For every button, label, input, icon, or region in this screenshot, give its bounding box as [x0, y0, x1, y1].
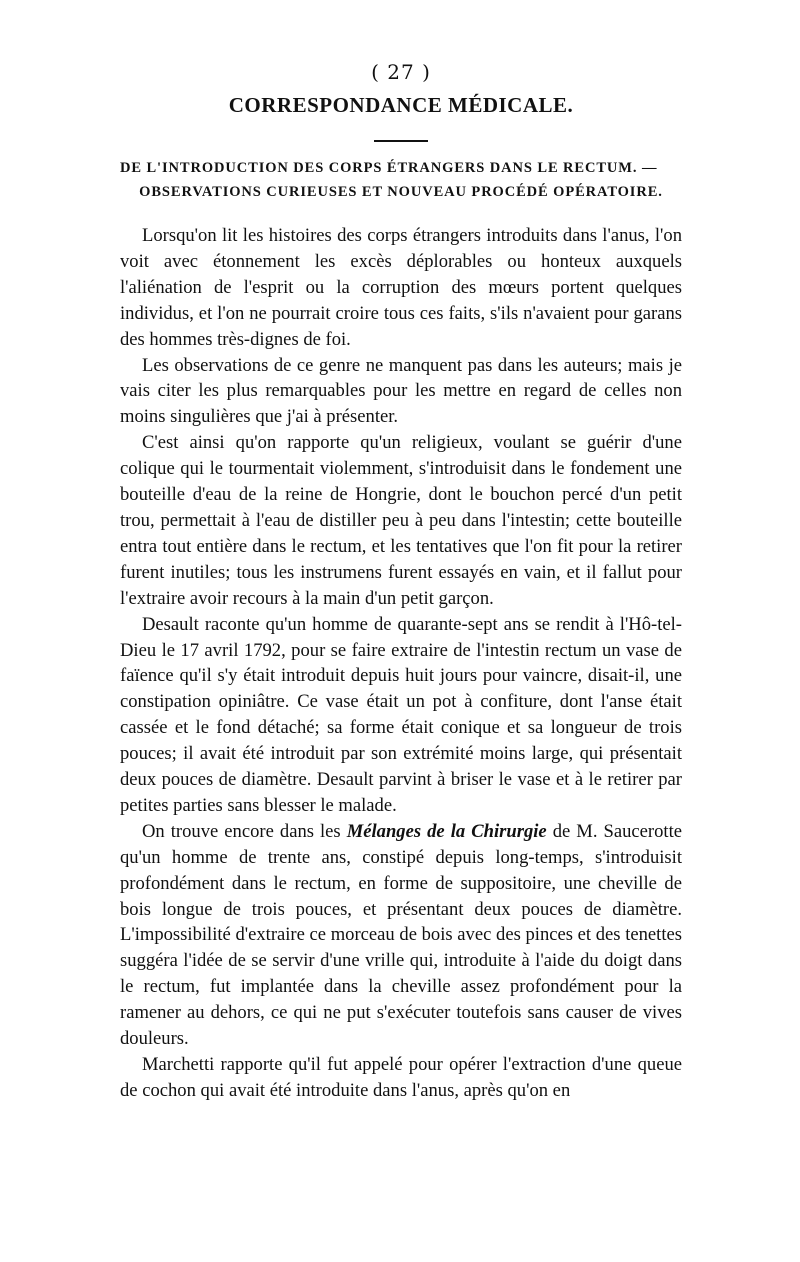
article-subtitle	[120, 156, 682, 204]
page-number: ( 27 )	[371, 60, 431, 84]
paragraph-4: Desault raconte qu'un homme de quarante-sept ans se rendit à l'Hô-tel-Dieu le 17 avril 1792, pour se faire extraire de l'intestin rectum un vase de faïence qu'il s'y était introduit depuis huit jours pour vaincre, disait-il, une constipation opiniâtre. Ce vase était un pot à confiture, dont l'anse était cassée et le fond détaché; sa forme était conique et sa longueur de trois pouces; il avait été introduit par son extrémité moins large, qui présentait deux pouces de diamètre. Desault parvint à briser le vase et à le retirer par petites parties sans blesser le malade.	[120, 613, 682, 816]
paragraph-3: C'est ainsi qu'on rapporte qu'un religieux, voulant se guérir d'une colique qui le tourmentait violemment, s'introduisit dans le fondement une bouteille d'eau de la reine de Hongrie, dont le bouchon percé d'un petit trou, permettait à l'eau de distiller peu à peu dans l'intestin; cette bouteille entra tout entière dans le rectum, et les tentatives que l'on fit pour la retirer furent inutiles; tous les instrumens furent essayés en vain, et il fallut pour l'extraire avoir recours à la main d'un petit garçon.	[120, 432, 682, 609]
paragraph-6: Marchetti rapporte qu'il fut appelé pour opérer l'extraction d'une queue de cochon qui avait été introduite dans l'anus, après qu'on en	[120, 1054, 682, 1101]
paragraph-5-lead: On trouve encore dans les	[142, 820, 347, 842]
subtitle-line-1: DE L'INTRODUCTION DES CORPS ÉTRANGERS DANS LE RECTUM. —	[120, 160, 658, 176]
paragraph-5-rest: de M. Saucerotte qu'un homme de trente ans, constipé depuis long-temps, s'introduisit profondément dans le rectum, en forme de suppositoire, une cheville de bois longue de trois pouces, et présentant deux pouces de diamètre. L'impossibilité d'extraire ce morceau de bois avec des pinces et des tenettes suggéra l'idée de se servir d'une vrille qui, introduite à l'aide du doigt dans le rectum, fut implantée dans la cheville assez profondément pour la ramener au dehors, ce qui ne put s'exécuter toutefois sans causer de vives douleurs.	[120, 820, 682, 1050]
title-divider	[374, 140, 428, 142]
paragraph-2: Les observations de ce genre ne manquent pas dans les auteurs; mais je vais citer les plus remarquables pour les mettre en regard de celles non moins singulières que j'ai à présenter.	[120, 354, 682, 428]
book-title: Mélanges de la Chirurgie	[346, 820, 547, 842]
document-page	[120, 58, 682, 1104]
section-title: CORRESPONDANCE MÉDICALE.	[228, 93, 574, 117]
article-body	[120, 223, 682, 1104]
subtitle-line-2: OBSERVATIONS CURIEUSES ET NOUVEAU PROCÉDÉ OPÉRATOIRE.	[139, 184, 663, 200]
paragraph-5	[120, 819, 682, 1052]
paragraph-1: Lorsqu'on lit les histoires des corps étrangers introduits dans l'anus, l'on voit avec étonnement les excès déplorables ou honteux auxquels l'aliénation de l'esprit ou la corruption des mœurs portent quelques individus, et l'on ne pourrait croire tous ces faits, s'ils n'avaient pour garans des hommes très-dignes de foi.	[120, 225, 682, 350]
